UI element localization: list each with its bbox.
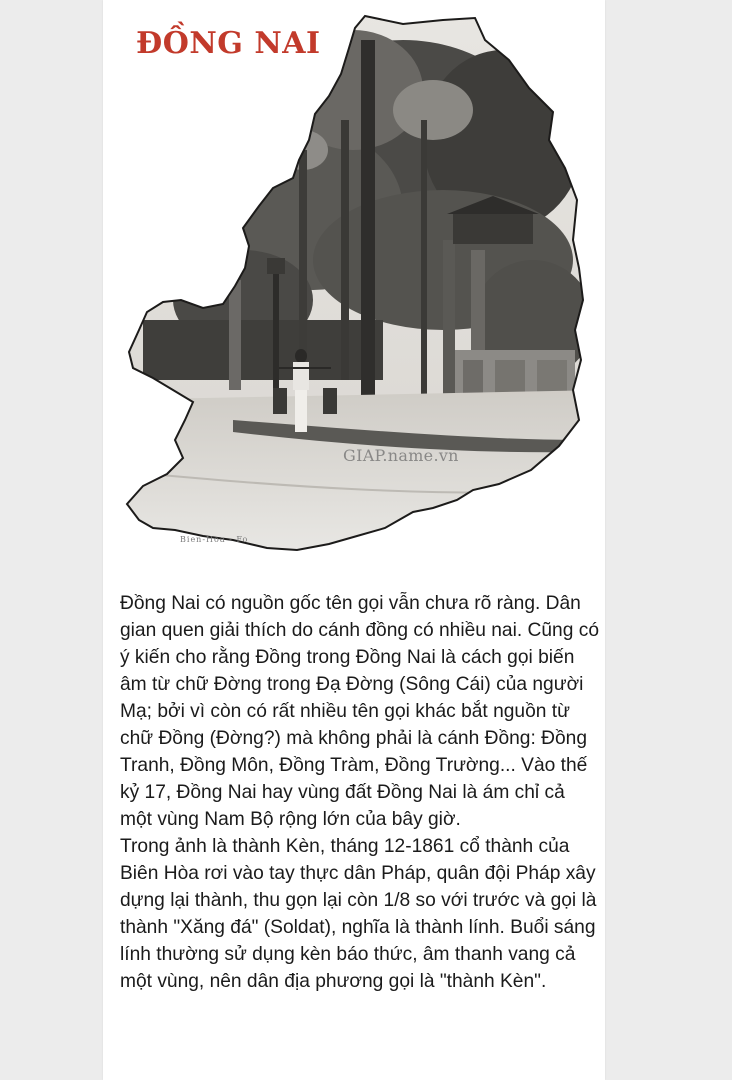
page-title: ĐỒNG NAI [136,26,321,61]
dong-nai-map-photo [103,0,605,575]
body-text [120,590,600,995]
paragraph-origin: Đồng Nai có nguồn gốc tên gọi vẫn chưa rõ ràng. Dân gian quen giải thích do cánh đồng có nhiều nai. Cũng có ý kiến cho rằng Đồng trong Đồng Nai là cách gọi biến âm từ chữ Đờng trong Đạ Đờng (Sông Cái) của người Mạ; bởi vì còn có rất nhiều tên gọi khác bắt nguồn từ chữ Đồng (Đờng?) mà không phải là cánh Đồng: Đồng Tranh, Đồng Môn, Đồng Tràm, Đồng Trường... Vào thế kỷ 17, Đồng Nai hay vùng đất Đồng Nai là ám chỉ cả một vùng Nam Bộ rộng lớn của bây giờ. [120,593,599,830]
watermark: GIAP.name.vn [343,446,459,465]
photo-caption: Bien-Hoa - Fo [180,535,249,544]
post-image-card [103,0,605,1080]
paragraph-thanh-ken: Trong ảnh là thành Kèn, tháng 12-1861 cổ thành của Biên Hòa rơi vào tay thực dân Pháp, quân đội Pháp xây dựng lại thành, thu gọn lại còn 1/8 so với trước và gọi là thành "Xăng đá" (Soldat), nghĩa là thành lính. Buổi sáng lính thường sử dụng kèn báo thức, âm thanh vang cả một vùng, nên dân địa phương gọi là "thành Kèn". [120,836,597,992]
